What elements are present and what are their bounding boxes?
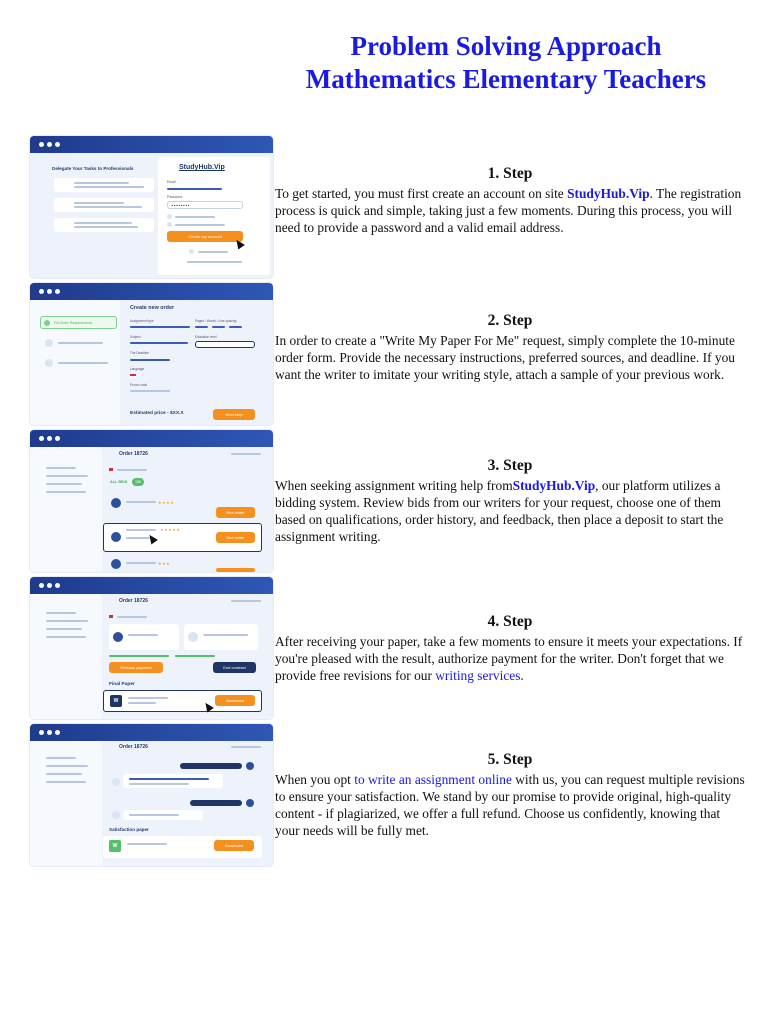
create-order-heading: Create new order (130, 305, 175, 311)
flag-icon (109, 615, 113, 618)
screenshot-registration (30, 136, 273, 278)
assignment-type-field[interactable] (130, 326, 190, 328)
download-button[interactable]: Download (215, 695, 255, 706)
education-level-field[interactable] (195, 341, 255, 348)
writer-avatar[interactable] (111, 532, 121, 542)
next-step-button[interactable]: Next step (213, 409, 255, 420)
chat-message-out (190, 800, 242, 806)
window-body (30, 594, 273, 719)
order-sidebar (30, 594, 102, 719)
order-heading: Order 18726 (119, 744, 148, 750)
step-4 (275, 612, 745, 684)
brand-link[interactable]: StudyHub.Vip (567, 186, 650, 201)
window-bar (30, 577, 273, 594)
checkbox-icon[interactable] (167, 222, 172, 227)
write-assignment-link[interactable]: to write an assignment online (354, 772, 512, 787)
release-payment-button[interactable]: Release payment (109, 662, 163, 673)
step-heading: 2. Step (487, 312, 533, 329)
create-account-button[interactable]: Create my account (167, 231, 243, 242)
step-text (275, 185, 745, 236)
hire-writer-button[interactable]: Hire writer (216, 532, 255, 543)
password-dots: •••••••• (171, 203, 190, 208)
email-field[interactable] (167, 188, 222, 190)
hire-writer-button-partial[interactable] (216, 568, 255, 572)
checkbox-icon[interactable] (167, 214, 172, 219)
pages-field[interactable] (195, 326, 208, 328)
writer-avatar[interactable] (111, 498, 121, 508)
mouse-cursor-icon (146, 533, 158, 545)
chat-message-in (123, 810, 203, 820)
window-body (30, 153, 273, 278)
deadline-field[interactable] (130, 359, 170, 361)
promo-code-field[interactable] (130, 390, 170, 392)
screenshot-order-form (30, 283, 273, 425)
window-bar (30, 136, 273, 153)
title-line-1: Problem Solving Approach (350, 31, 662, 61)
order-heading: Order 18726 (119, 598, 148, 604)
delegate-heading: Delegate Your Tasks to Professionals (52, 166, 134, 171)
order-info-card (184, 624, 258, 650)
all-bids-label: ALL BIDS (110, 480, 128, 484)
writer-avatar (112, 778, 120, 786)
final-paper-card[interactable] (103, 690, 262, 712)
window-bar (30, 430, 273, 447)
step-text (275, 477, 745, 545)
password-field[interactable] (167, 201, 243, 209)
page-title (250, 30, 762, 96)
rating-stars-icon: ★★★★ (158, 500, 175, 505)
step-text-part: When you opt (275, 772, 355, 787)
step-1 (275, 164, 745, 236)
step-text-part: , our platform utilizes a bidding system. Review bids from our writers for your request, choose one of them based on qualifications, order history, and feedback, then place a deposit to start the assignment writing. (275, 478, 724, 544)
window-body (30, 447, 273, 572)
user-avatar (246, 762, 254, 770)
window-bar (30, 283, 273, 300)
chat-message-out (180, 763, 242, 769)
rating-stars-icon: ★★★★★ (160, 527, 181, 532)
satisfaction-paper-label: Satisfaction paper (109, 827, 149, 832)
step-item-active[interactable] (40, 316, 117, 329)
order-sidebar (30, 447, 102, 572)
feature-card (54, 198, 154, 212)
hire-writer-button[interactable]: Hire writer (216, 507, 255, 518)
bids-count-badge: 155 (132, 478, 144, 486)
brand-link[interactable]: StudyHub.Vip (512, 478, 596, 493)
order-sidebar (30, 741, 102, 866)
window-bar (30, 724, 273, 741)
satisfaction-paper-card[interactable] (103, 836, 262, 858)
chat-message-in (123, 774, 223, 788)
writing-services-link[interactable]: writing services (435, 668, 521, 683)
download-button[interactable]: Download (214, 840, 254, 851)
step-text-part: After receiving your paper, take a few moments to ensure it meets your expectations. If you're pleased with the result, authorize payment for the writer. Don't forget that we provide free revisions for our (275, 634, 743, 683)
mouse-cursor-icon (202, 701, 214, 713)
step-heading: 5. Step (487, 751, 533, 768)
step-text-part: When seeking assignment writing help from (275, 478, 513, 493)
rating-stars-icon: ★★★ (158, 561, 171, 566)
step-text (275, 771, 745, 839)
field-label: Education level (195, 335, 217, 339)
writer-avatar (112, 811, 120, 819)
words-field[interactable] (212, 326, 225, 328)
screenshot-bids (30, 430, 273, 572)
field-label: Language (130, 367, 145, 371)
writer-avatar[interactable] (111, 559, 121, 569)
step-text-part: with us, you can request multiple revisions to ensure your satisfaction. We stand by our promise to provide original, high-quality content - if plagiarized, we offer a full refund. Choose us confidently, knowing that your needs will be fully met. (275, 772, 745, 838)
flag-icon[interactable] (130, 374, 136, 378)
estimated-price: Estimated price - $XX.X (130, 411, 184, 416)
screenshot-final-paper (30, 577, 273, 719)
field-label: Pages / Words / Line spacing (195, 319, 237, 323)
email-label: Email (167, 180, 176, 184)
password-label: Password (167, 195, 183, 199)
writer-card (109, 624, 179, 650)
step-text-part: . The registration process is quick and simple, taking just a few moments. During this process, you will need to provide a password and a valid email address. (275, 186, 742, 235)
step-text (275, 633, 745, 684)
signup-brand: StudyHub.Vip (179, 164, 225, 171)
step-5 (275, 750, 745, 839)
step-text-part: To get started, you must first create an account on site (275, 186, 568, 201)
feature-card (54, 218, 154, 232)
mouse-cursor-icon (233, 238, 245, 250)
step-heading: 1. Step (487, 165, 533, 182)
selected-bid-card[interactable] (103, 523, 262, 552)
google-icon[interactable] (189, 249, 194, 254)
step-3 (275, 456, 745, 545)
subject-field[interactable] (130, 342, 188, 344)
field-label: Promo code (130, 383, 148, 387)
step-item-label: Fill Order Requirements (54, 321, 93, 325)
title-line-2: Mathematics Elementary Teachers (305, 64, 707, 94)
word-file-icon: W (110, 695, 122, 707)
step-heading: 3. Step (487, 457, 533, 474)
step-2 (275, 311, 745, 383)
signup-card (158, 157, 270, 275)
writer-avatar[interactable] (113, 632, 123, 642)
step-text: In order to create a "Write My Paper For Me" request, simply complete the 10-minute order form. Provide the necessary instructions, preferred sources, and deadline. If you want the writer to imitate your writing style, attach a sample of your previous work. (275, 333, 735, 382)
step-item-icon (45, 359, 53, 367)
field-label: Subject (130, 335, 141, 339)
word-file-icon: W (109, 840, 121, 852)
feature-card (54, 178, 154, 192)
window-body (30, 300, 273, 425)
step-heading: 4. Step (487, 613, 533, 630)
spacing-field[interactable] (229, 326, 242, 328)
end-contract-button[interactable]: End contract (213, 662, 256, 673)
field-label: Assignment type (130, 319, 154, 323)
final-paper-label: Final Paper (109, 682, 135, 687)
screenshot-revisions (30, 724, 273, 866)
step-text-part: . (520, 668, 524, 683)
field-label: The Deadline (130, 351, 149, 355)
window-body (30, 741, 273, 866)
steps-sidebar (30, 300, 120, 425)
user-avatar (246, 799, 254, 807)
order-heading: Order 18726 (119, 451, 148, 457)
flag-icon (109, 468, 113, 471)
step-item-icon (45, 339, 53, 347)
